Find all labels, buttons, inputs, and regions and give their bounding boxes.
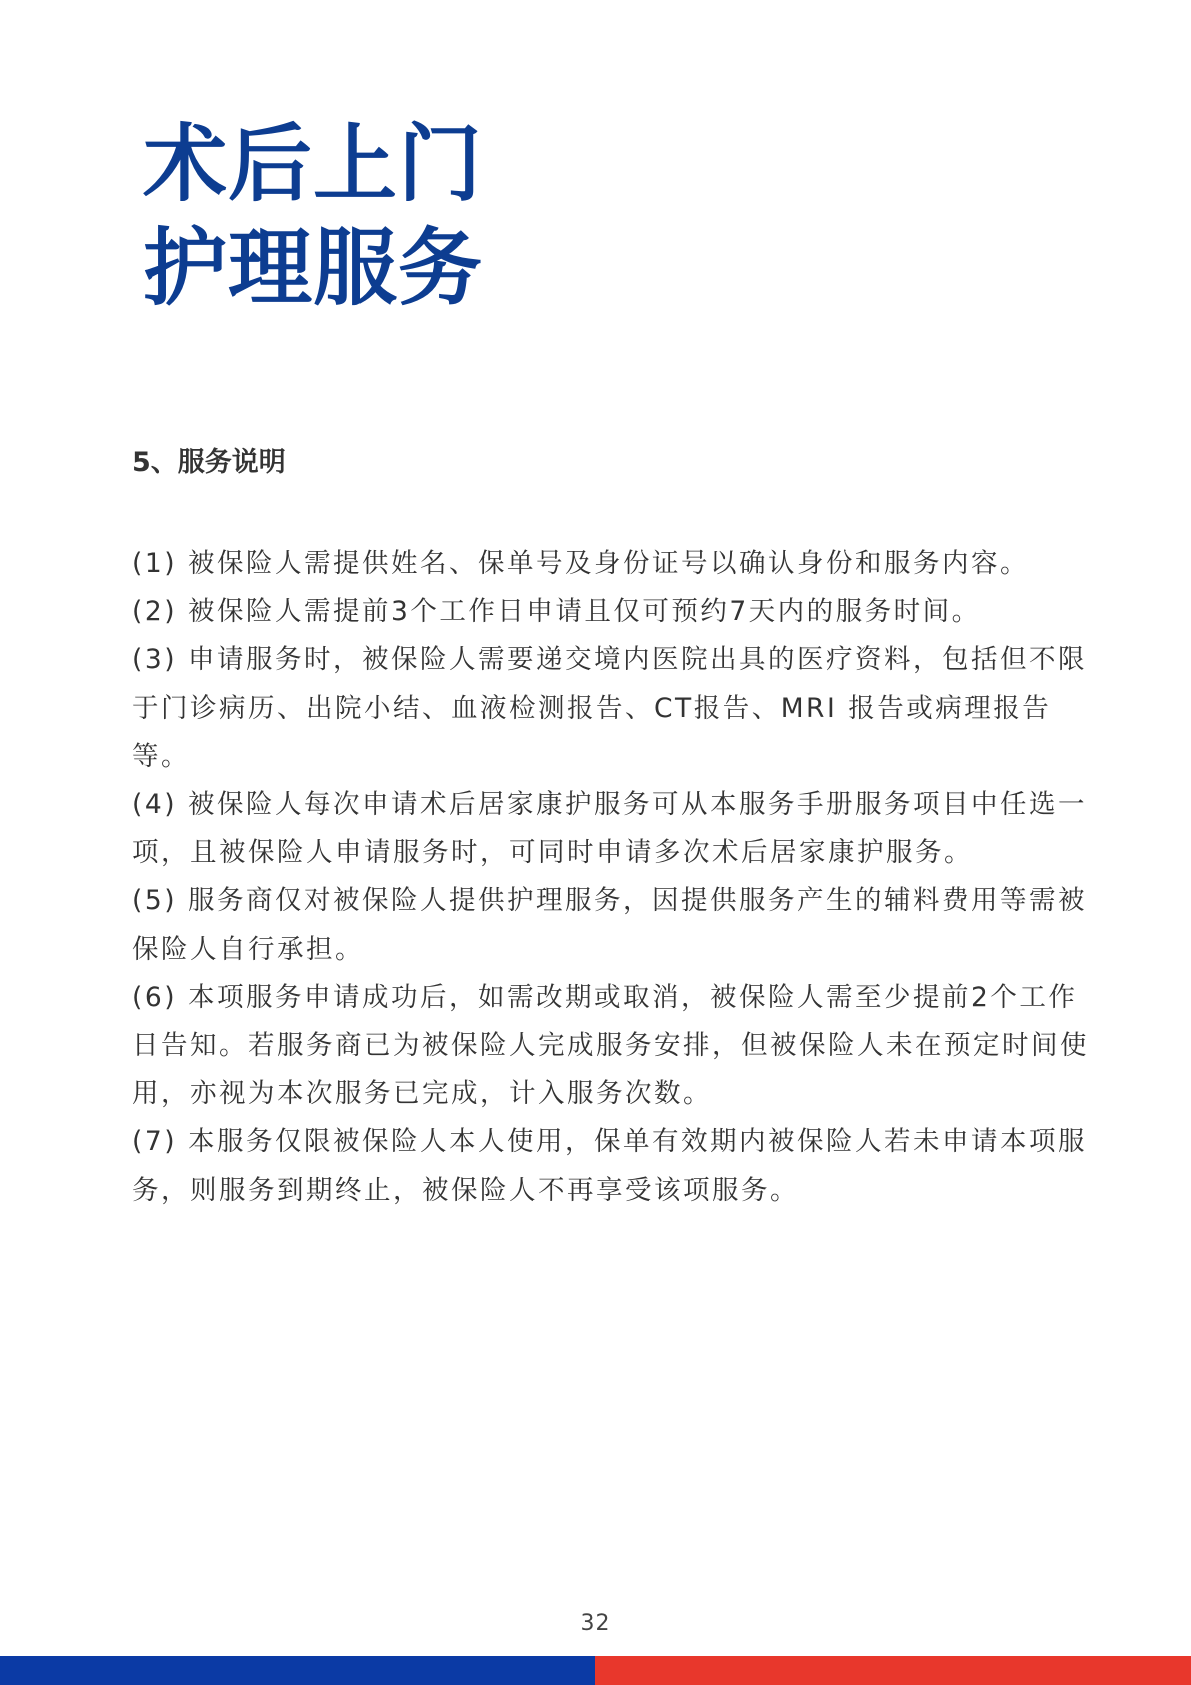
page-title-line-2: 护理服务 [143, 219, 484, 317]
service-item-6: (6) 本项服务申请成功后，如需改期或取消，被保险人需至少提前2个工作日告知。若服务商已为被保险人完成服务安排，但被保险人未在预定时间使用，亦视为本次服务已完成，计入服务次数。 [132, 981, 1089, 1110]
service-item-1: (1) 被保险人需提供姓名、保单号及身份证号以确认身份和服务内容。 [132, 548, 1029, 579]
service-item-2: (2) 被保险人需提前3个工作日申请且仅可预约7天内的服务时间。 [132, 596, 981, 628]
page-title [143, 112, 483, 320]
footer-bar-red [595, 1656, 1191, 1685]
footer-color-bar [0, 1656, 1191, 1685]
service-item-3: (3) 申请服务时，被保险人需要递交境内医院出具的医疗资料，包括但不限于门诊病历、出院小结、血液检测报告、CT报告、MRI 报告或病理报告等。 [132, 644, 1087, 772]
service-item-7: (7) 本服务仅限被保险人本人使用，保单有效期内被保险人若未申请本项服务，则服务到期终止，被保险人不再享受该项服务。 [132, 1126, 1087, 1206]
footer-bar-blue [0, 1656, 595, 1685]
service-item-5: (5) 服务商仅对被保险人提供护理服务，因提供服务产生的辅料费用等需被保险人自行承担。 [132, 885, 1087, 965]
page-title-line-1: 术后上门 [143, 115, 484, 213]
section-heading: 5、服务说明 [132, 447, 286, 478]
service-description-list [132, 540, 1097, 1215]
page-number: 32 [580, 1611, 611, 1636]
service-item-4: (4) 被保险人每次申请术后居家康护服务可从本服务手册服务项目中任选一项，且被保险人申请服务时，可同时申请多次术后居家康护服务。 [132, 789, 1087, 869]
